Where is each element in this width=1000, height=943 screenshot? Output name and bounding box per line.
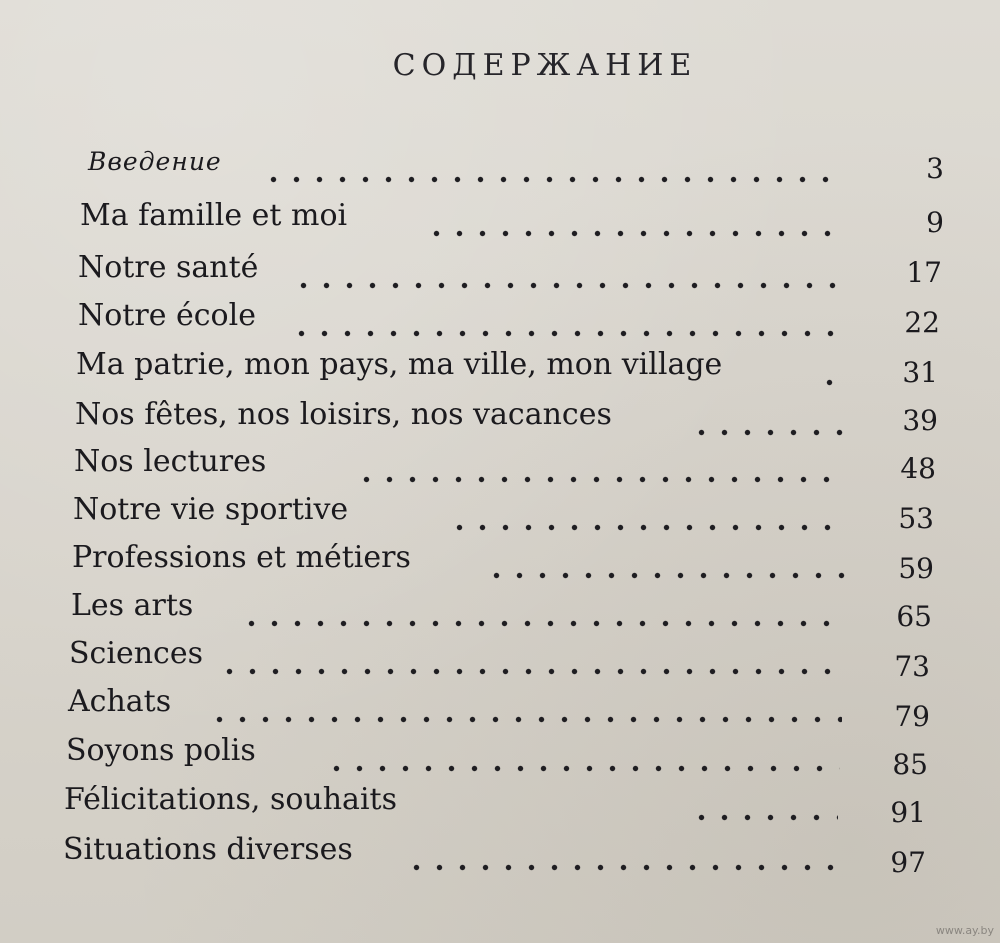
toc-entry-title: Achats	[68, 684, 172, 719]
toc-entry-title: Nos fêtes, nos loisirs, nos vacances	[75, 397, 612, 432]
dot-leader	[425, 204, 845, 244]
toc-entry-title: Notre vie sportive	[73, 492, 349, 527]
toc-entry-title: Félicitations, souhaits	[64, 782, 397, 817]
dot-leader	[290, 304, 845, 344]
toc-entry-title: Professions et métiers	[72, 540, 411, 575]
dot-leader	[262, 150, 845, 190]
toc-entry-title: Sciences	[69, 636, 203, 671]
dot-leader	[240, 594, 842, 634]
toc-entry-page-number: 97	[890, 846, 926, 879]
toc-entry-page-number: 85	[892, 748, 928, 781]
dot-leader	[218, 642, 842, 682]
toc-entry-page-number: 17	[906, 256, 942, 289]
toc-entry-page-number: 22	[904, 306, 940, 339]
toc-entry-page-number: 31	[902, 356, 938, 389]
dot-leader	[690, 788, 838, 828]
toc-entry-title: Notre école	[78, 298, 256, 333]
toc-entry-page-number: 9	[926, 206, 944, 239]
toc-entry-page-number: 39	[902, 404, 938, 437]
dot-leader	[690, 403, 845, 443]
dot-leader	[448, 498, 845, 538]
dot-leader	[485, 546, 845, 586]
toc-entry-page-number: 3	[926, 152, 944, 185]
toc-entry-title: Ma patrie, mon pays, ma ville, mon village	[76, 347, 723, 382]
toc-entry-page-number: 73	[894, 650, 930, 683]
toc-entry-page-number: 48	[900, 452, 936, 485]
toc-entry-title: Situations diverses	[63, 832, 353, 867]
dot-leader	[355, 450, 845, 490]
dot-leader	[208, 690, 842, 730]
dot-leader	[325, 739, 840, 779]
toc-entry-page-number: 79	[894, 700, 930, 733]
dot-leader	[292, 256, 845, 296]
dot-leader	[405, 838, 836, 878]
toc-entry-title: Введение	[88, 147, 222, 176]
dot-leader	[818, 353, 845, 393]
toc-entry-page-number: 59	[898, 552, 934, 585]
toc-entry-page-number: 91	[890, 796, 926, 829]
toc-entry-title: Les arts	[71, 588, 194, 623]
toc-entry-title: Notre santé	[78, 250, 259, 285]
toc-entry-page-number: 53	[898, 502, 934, 535]
toc-entry-title: Soyons polis	[66, 733, 256, 768]
contents-heading: СОДЕРЖАНИЕ	[392, 48, 698, 83]
toc-entry-title: Nos lectures	[74, 444, 267, 479]
toc-entry-title: Ma famille et moi	[80, 198, 348, 233]
watermark: www.ay.by	[935, 924, 994, 937]
toc-entry-page-number: 65	[896, 600, 932, 633]
